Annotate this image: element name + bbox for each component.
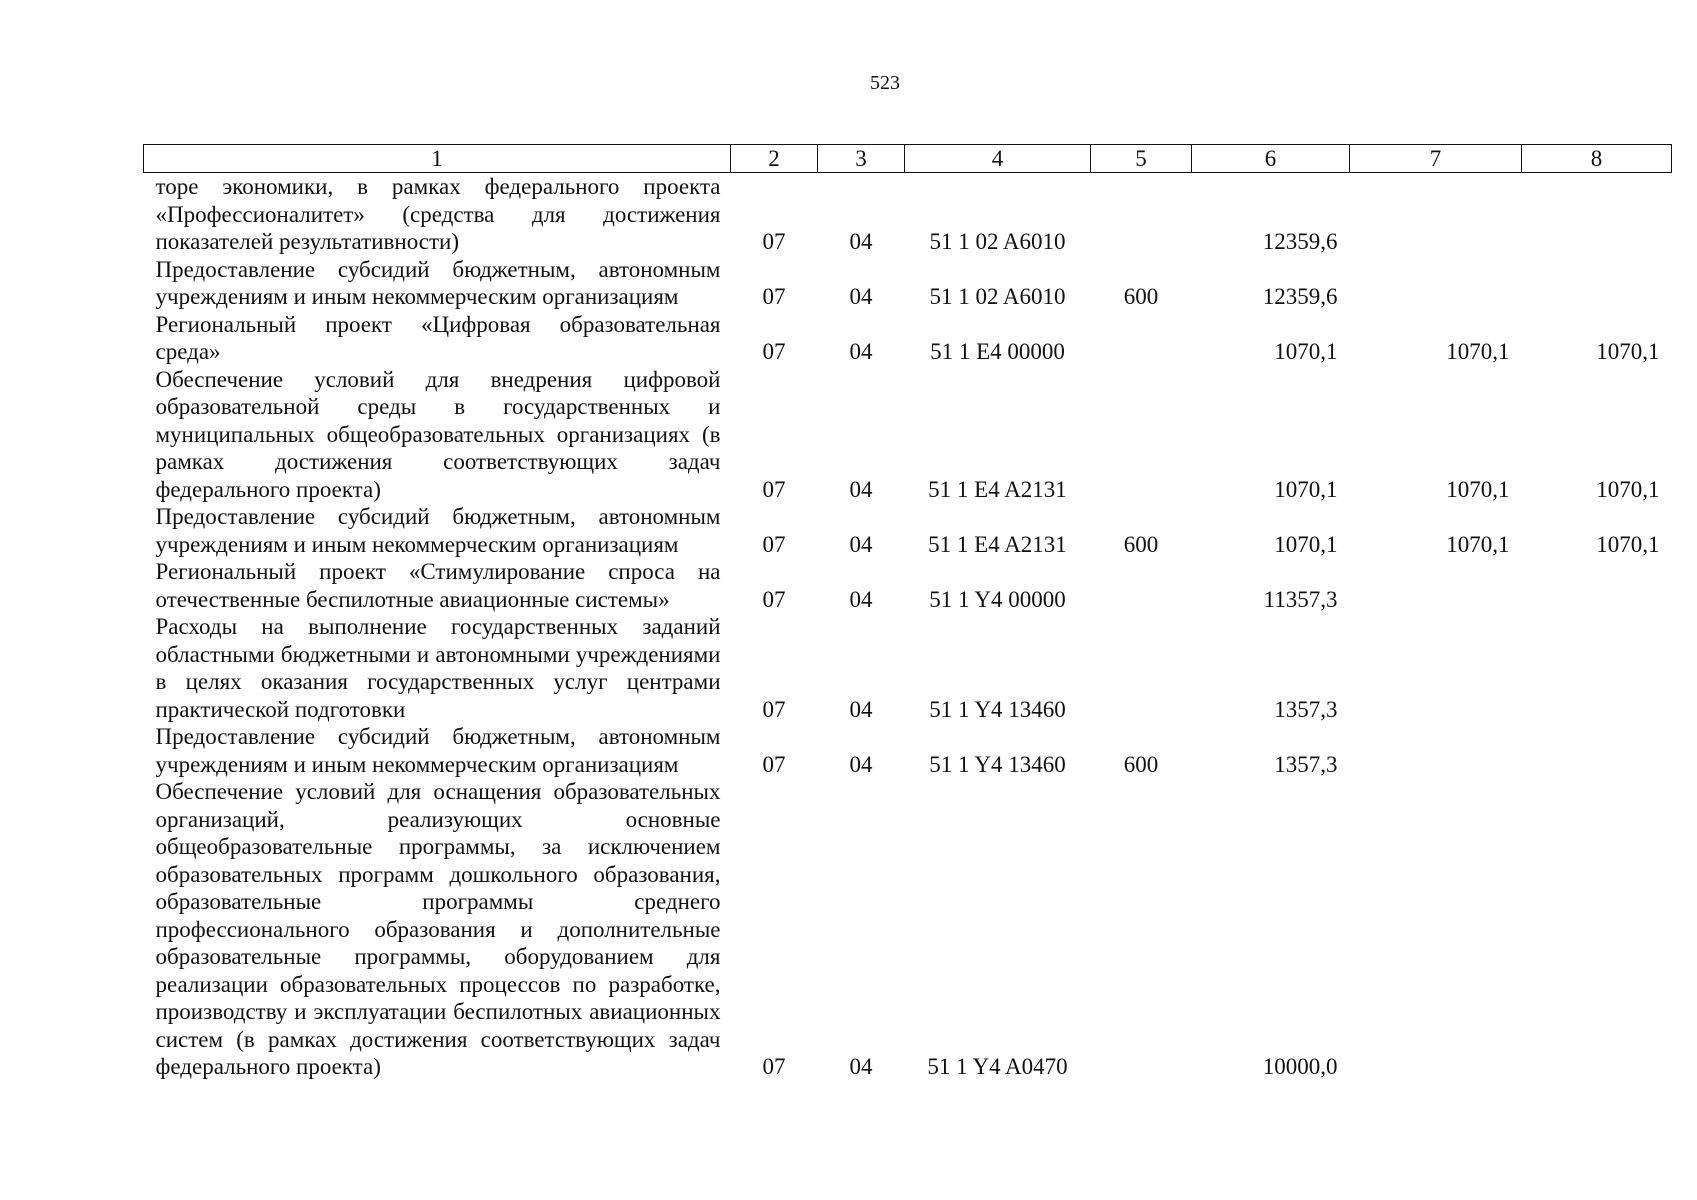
table-row <box>144 256 1672 311</box>
header-col-4: 4 <box>905 145 1091 173</box>
table-row <box>144 723 1672 778</box>
row-description: торе экономики, в рамках федерального проекта «Профессионалитет» (средства для достижения показателей результативности) <box>155 174 721 254</box>
row-target-code: 51 1 E4 A2131 <box>928 531 1067 557</box>
header-col-8: 8 <box>1522 145 1672 173</box>
row-amount-6: 12359,6 <box>1262 229 1338 254</box>
row-amount-6: 1357,3 <box>1274 751 1338 777</box>
row-target-code: 51 1 Y4 13460 <box>929 696 1066 722</box>
header-col-5: 5 <box>1091 145 1192 173</box>
row-subsection: 04 <box>849 284 873 309</box>
row-description: Предоставление субсидий бюджетным, автономным учреждениям и иным некоммерческим организациям <box>155 504 721 557</box>
table-row <box>144 173 1672 256</box>
row-subsection: 04 <box>849 476 873 502</box>
header-col-2: 2 <box>731 145 818 173</box>
row-amount-6: 1070,1 <box>1274 531 1338 557</box>
row-expense-type <box>1091 311 1192 366</box>
row-amount-7 <box>1350 778 1522 1081</box>
row-amount-6: 12359,6 <box>1262 284 1338 309</box>
row-section: 07 <box>762 1054 786 1079</box>
row-expense-type <box>1091 613 1192 723</box>
row-target-code: 51 1 E4 00000 <box>930 339 1065 364</box>
row-section: 07 <box>762 531 786 557</box>
row-amount-6: 11357,3 <box>1263 586 1338 612</box>
row-target-code: 51 1 E4 A2131 <box>928 476 1067 502</box>
row-target-code: 51 1 Y4 13460 <box>929 751 1066 777</box>
row-amount-8 <box>1522 778 1672 1081</box>
row-description: Предоставление субсидий бюджетным, автономным учреждениям и иным некоммерческим организациям <box>155 256 721 309</box>
row-amount-7 <box>1350 558 1522 613</box>
row-expense-type <box>1091 366 1192 504</box>
row-section: 07 <box>762 696 786 722</box>
row-subsection: 04 <box>849 1054 873 1079</box>
row-amount-6: 1357,3 <box>1274 696 1338 722</box>
row-subsection: 04 <box>849 229 873 254</box>
row-section: 07 <box>762 751 786 777</box>
row-amount-7: 1070,1 <box>1446 476 1510 502</box>
row-amount-8: 1070,1 <box>1596 531 1660 557</box>
row-section: 07 <box>762 339 786 364</box>
row-expense-type <box>1091 173 1192 256</box>
row-amount-7 <box>1350 256 1522 311</box>
header-row <box>144 145 1672 173</box>
table-header <box>144 145 1672 173</box>
row-description: Предоставление субсидий бюджетным, автономным учреждениям и иным некоммерческим организациям <box>155 724 721 777</box>
row-target-code: 51 1 Y4 A0470 <box>927 1054 1068 1079</box>
row-amount-6: 1070,1 <box>1274 339 1338 364</box>
table-body <box>144 173 1672 1081</box>
row-description: Региональный проект «Цифровая образовательная среда» <box>155 311 721 364</box>
row-expense-type: 600 <box>1123 284 1159 309</box>
row-section: 07 <box>762 476 786 502</box>
row-amount-6: 1070,1 <box>1274 476 1338 502</box>
row-amount-8 <box>1522 613 1672 723</box>
table-row <box>144 311 1672 366</box>
row-amount-7: 1070,1 <box>1446 531 1510 557</box>
row-amount-8 <box>1522 558 1672 613</box>
header-col-1: 1 <box>144 145 731 173</box>
row-section: 07 <box>762 586 786 612</box>
row-description: Расходы на выполнение государственных заданий областными бюджетными и автономными учреждениями в целях оказания государственных услуг центрами практической подготовки <box>155 614 721 722</box>
row-subsection: 04 <box>849 531 873 557</box>
row-amount-7 <box>1350 613 1522 723</box>
row-amount-8: 1070,1 <box>1596 339 1660 364</box>
table-row <box>144 613 1672 723</box>
header-col-3: 3 <box>818 145 905 173</box>
row-section: 07 <box>762 229 786 254</box>
row-amount-8: 1070,1 <box>1596 476 1660 502</box>
row-section: 07 <box>762 284 786 309</box>
row-amount-7 <box>1350 723 1522 778</box>
table-row <box>144 503 1672 558</box>
row-target-code: 51 1 02 A6010 <box>929 229 1066 254</box>
row-subsection: 04 <box>849 696 873 722</box>
row-expense-type: 600 <box>1123 751 1159 777</box>
row-amount-6: 10000,0 <box>1262 1054 1338 1079</box>
row-target-code: 51 1 02 A6010 <box>929 284 1066 309</box>
row-amount-7: 1070,1 <box>1446 339 1510 364</box>
row-description: Обеспечение условий для внедрения цифровой образовательной среды в государственных и муниципальных общеобразовательных организациях (в рамках достижения соответствующих задач федерального проекта) <box>155 366 721 502</box>
table-row <box>144 778 1672 1081</box>
row-subsection: 04 <box>849 586 873 612</box>
row-description: Региональный проект «Стимулирование спроса на отечественные беспилотные авиационные системы» <box>155 559 721 612</box>
header-col-7: 7 <box>1350 145 1522 173</box>
budget-table <box>143 144 1672 1081</box>
row-amount-8 <box>1522 723 1672 778</box>
table-row <box>144 558 1672 613</box>
row-expense-type <box>1091 778 1192 1081</box>
row-expense-type: 600 <box>1123 531 1159 557</box>
page-number: 523 <box>870 72 900 94</box>
row-amount-7 <box>1350 173 1522 256</box>
row-amount-8 <box>1522 173 1672 256</box>
row-target-code: 51 1 Y4 00000 <box>929 586 1066 612</box>
header-col-6: 6 <box>1192 145 1350 173</box>
row-expense-type <box>1091 558 1192 613</box>
table-row <box>144 366 1672 504</box>
row-description: Обеспечение условий для оснащения образовательных организаций, реализующих основные общеобразовательные программы, за исключением образовательных программ дошкольного образования, образовательные программы среднего профессионального образования и дополнительные образовательные программы, оборудованием для реализации образовательных процессов по разработке, производству и эксплуатации беспилотных авиационных систем (в рамках достижения соответствующих задач федерального проекта) <box>155 779 721 1079</box>
row-amount-8 <box>1522 256 1672 311</box>
row-subsection: 04 <box>849 751 873 777</box>
row-subsection: 04 <box>849 339 873 364</box>
